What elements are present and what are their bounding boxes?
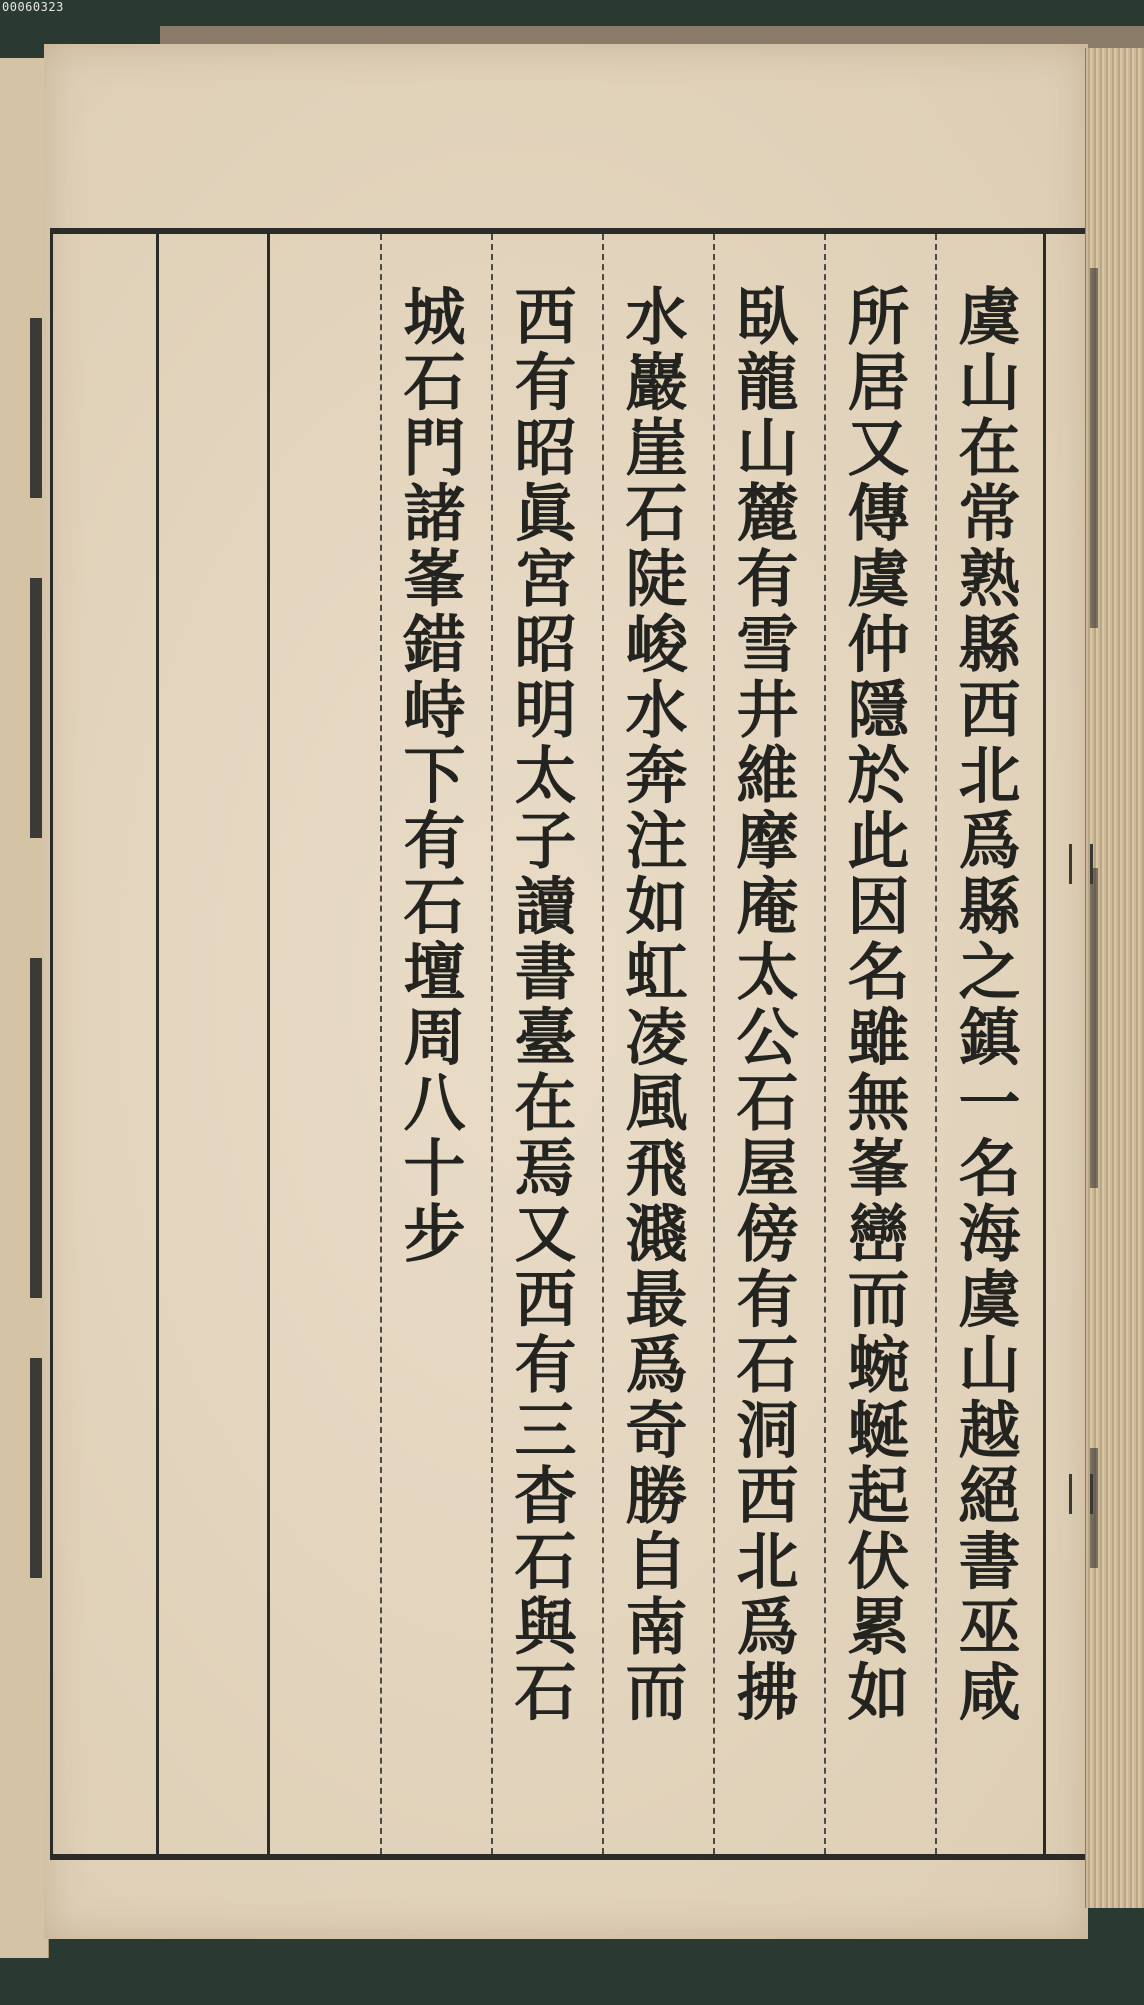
text-column-2: 所居又傳虞仲隱於此因名雖無峯巒而蜿蜒起伏累如	[837, 284, 910, 1725]
scan-id-label: 00060323	[2, 0, 64, 14]
column-rule	[935, 234, 937, 1854]
text-column-6: 城石門諸峯錯峙下有石壇周八十步	[393, 284, 466, 1267]
text-column-4: 水巖崖石陡峻水奔注如虹凌風飛濺最爲奇勝自南而	[615, 284, 688, 1725]
column-rule	[824, 234, 826, 1854]
fishtail-mark	[1069, 844, 1093, 884]
previous-page-edge	[0, 58, 49, 1958]
column-rule	[491, 234, 493, 1854]
column-rule	[267, 234, 270, 1854]
text-column-3: 臥龍山麓有雪井維摩庵太公石屋傍有石洞西北爲拂	[726, 284, 799, 1725]
fishtail-mark	[1069, 1474, 1093, 1514]
center-margin-rule	[1043, 234, 1046, 1854]
text-column-5: 西有昭眞宮昭明太子讀書臺在焉又西有三杳石與石	[504, 284, 577, 1725]
column-rule	[713, 234, 715, 1854]
text-column-1: 虞山在常熟縣西北爲縣之鎮一名海虞山越絕書巫咸	[948, 284, 1021, 1725]
printed-frame	[50, 228, 1085, 1860]
column-rule	[380, 234, 382, 1854]
center-margin	[1047, 244, 1107, 1834]
column-rule	[602, 234, 604, 1854]
column-rule	[156, 234, 159, 1854]
